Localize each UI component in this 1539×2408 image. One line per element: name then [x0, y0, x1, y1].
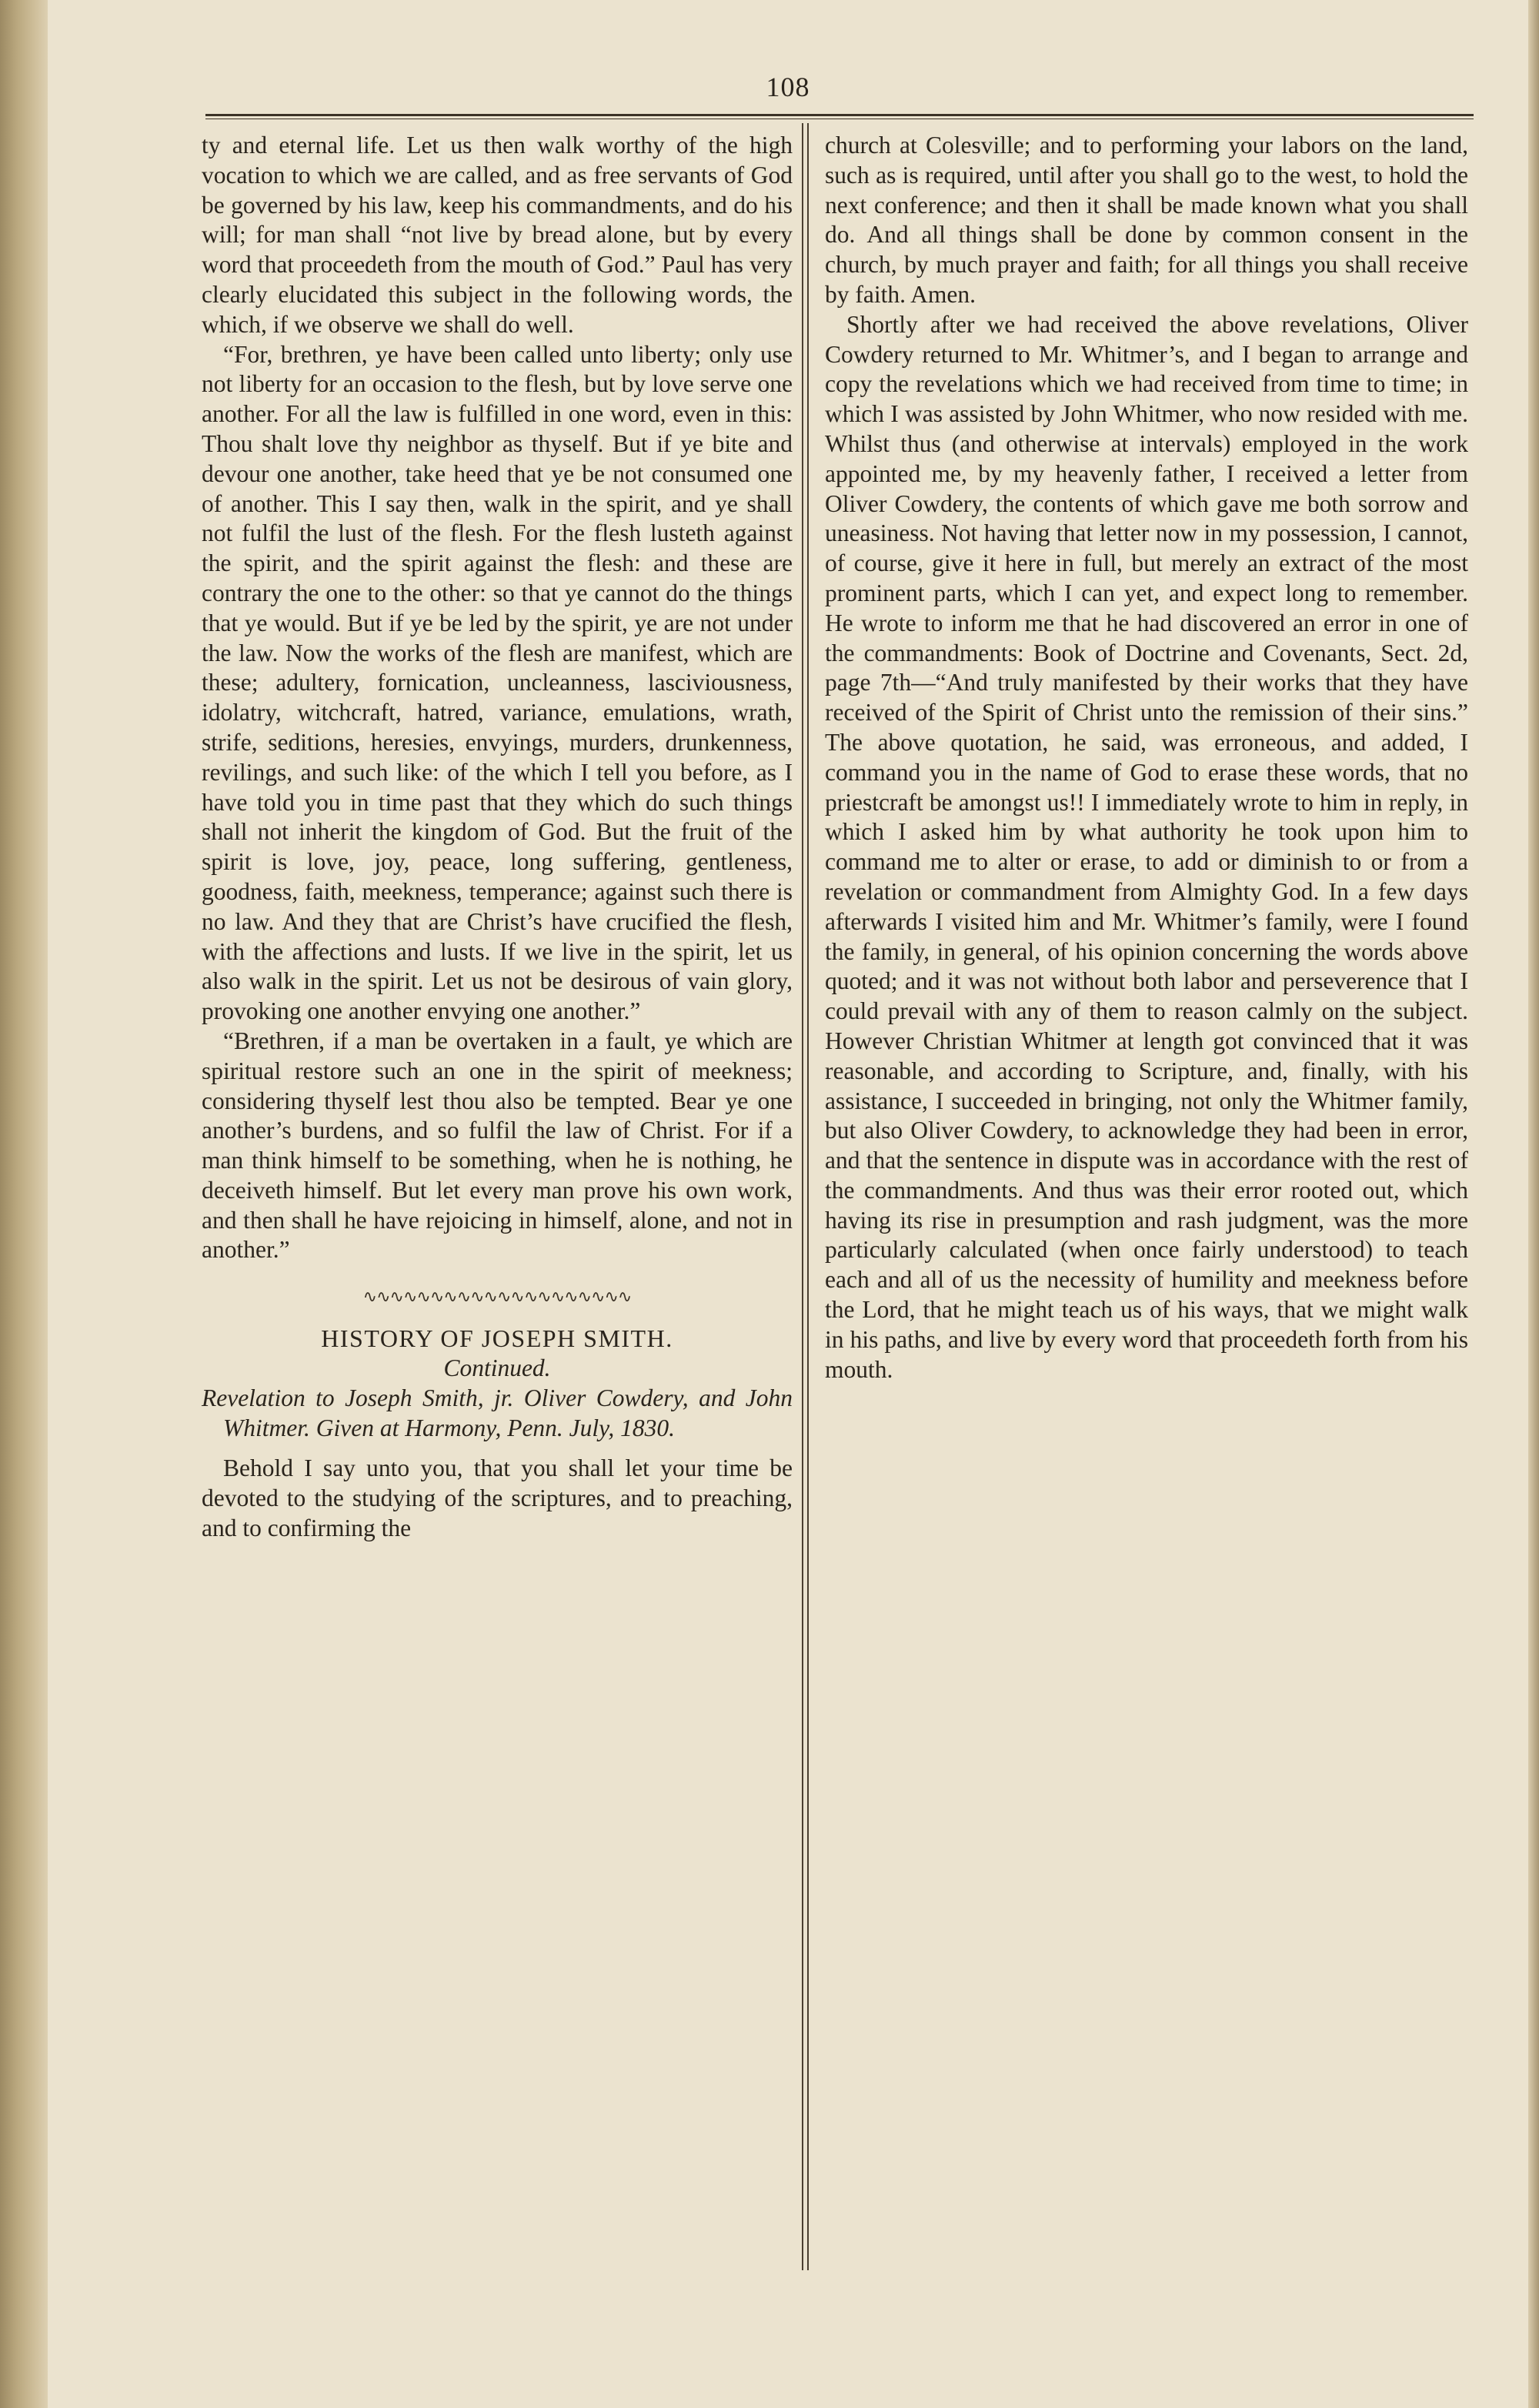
- left-paragraph-3: “Brethren, if a man be overtaken in a fault, ye which are spiritual restore such an one in the spirit of meekness; considering thyself lest thou also be tempted. Bear ye one another’s burdens, and so fulfil the law of Christ. For if a man think himself to be something, when he is nothing, he deceiveth himself. But let every man prove his own work, and then shall he have rejoicing in himself, alone, and not in another.”: [202, 1027, 793, 1264]
- left-column: [202, 131, 793, 1544]
- header-rule: [205, 114, 1474, 119]
- right-paragraph-1: church at Colesville; and to performing your labors on the land, such as is required, until after you shall go to the west, to hold the next conference; and then it shall be made known what you shall do. And all things shall be done by common consent in the church, by much prayer and faith; for all things you shall receive by faith. Amen.: [825, 132, 1468, 308]
- left-paragraph-2: “For, brethren, ye have been called unto liberty; only use not liberty for an occasion to the flesh, but by love serve one another. For all the law is fulfilled in one word, even in this: Thou shalt love thy neighbor as thyself. But if ye bite and devour one another, take heed that ye be not consumed one of another. This I say then, walk in the spirit, and ye shall not fulfil the lust of the flesh. For the flesh lusteth against the spirit, and the spirit against the flesh: and these are contrary the one to the other: so that ye cannot do the things that ye would. But if ye be led by the spirit, ye are not under the law. Now the works of the flesh are manifest, which are these; adultery, fornication, uncleanness, lasciviousness, idolatry, witchcraft, hatred, variance, emulations, wrath, strife, seditions, heresies, envyings, murders, drunkenness, revilings, and such like: of the which I tell you before, as I have told you in time past that they which do such things shall not inherit the kingdom of God. But the fruit of the spirit is love, joy, peace, long suffering, gentleness, goodness, faith, meekness, temperance; against such there is no law. And they that are Christ’s have crucified the flesh, with the affections and lusts. If we live in the spirit, let us also walk in the spirit. Let us not be desirous of vain glory, provoking one another envying one another.”: [202, 340, 793, 1025]
- right-column: [825, 131, 1468, 1384]
- ornamental-divider: ∿∿∿∿∿∿∿∿∿∿∿∿∿∿∿∿∿∿∿∿: [362, 1287, 632, 1307]
- section-subtitle: Continued.: [443, 1354, 551, 1382]
- page-number: 108: [766, 72, 810, 102]
- right-paragraph-2: Shortly after we had received the above revelations, Oliver Cowdery returned to Mr. Whitmer’s, and I began to arrange and copy the revelations which we had received from time to time; in which I was assisted by John Whitmer, who now resided with me. Whilst thus (and otherwise at intervals) employed in the work appointed me, by my heavenly father, I received a letter from Oliver Cowdery, the contents of which gave me both sorrow and uneasiness. Not having that letter now in my possession, I cannot, of course, give it here in full, but merely an extract of the most prominent parts, which I can yet, and expect long to remember. He wrote to inform me that he had discovered an error in one of the commandments: Book of Doctrine and Covenants, Sect. 2d, page 7th—“And truly manifested by their works that they have received of the Spirit of Christ unto the remission of their sins.” The above quotation, he said, was erroneous, and added, I command you in the name of God to erase these words, that no priestcraft be amongst us!! I immediately wrote to him in reply, in which I asked him by what authority he took upon him to command me to alter or erase, to add or diminish to or from a revelation or commandment from Almighty God. In a few days afterwards I visited him and Mr. Whitmer’s family, were I found the family, in general, of his opinion concerning the words above quoted; and it was not without both labor and perseverence that I could prevail with any of them to reason calmly on the subject. However Christian Whitmer at length got convinced that it was reasonable, and according to Scripture, and, finally, with his assistance, I succeeded in bringing, not only the Whitmer family, but also Oliver Cowdery, to acknowledge they had been in error, and that the sentence in dispute was in accordance with the rest of the commandments. And thus was their error rooted out, which having its rise in presumption and rash judgment, was the more particularly calculated (when once fairly understood) to teach each and all of us the necessity of humility and meekness before the Lord, that he might teach us of his ways, that we might walk in his paths, and live by every word that proceedeth forth from his mouth.: [825, 310, 1468, 1383]
- book-binding-edge: [0, 0, 48, 2408]
- left-paragraph-1: ty and eternal life. Let us then walk worthy of the high vocation to which we are called, and as free servants of God be governed by his law, keep his commandments, and do his will; for man shall “not live by bread alone, but by every word that proceedeth from the mouth of God.” Paul has very clearly elucidated this subject in the following words, the which, if we observe we shall do well.: [202, 132, 793, 338]
- column-divider: [802, 123, 809, 2270]
- section-title: HISTORY OF JOSEPH SMITH.: [321, 1324, 673, 1353]
- book-page: [48, 0, 1528, 2408]
- revelation-heading: Revelation to Joseph Smith, jr. Oliver Cowdery, and John Whitmer. Given at Harmony, Penn. July, 1830.: [202, 1384, 793, 1441]
- revelation-text: Behold I say unto you, that you shall let your time be devoted to the studying of the scriptures, and to preaching, and to confirming the: [202, 1454, 793, 1542]
- page-edge-shadow: [1528, 0, 1539, 2408]
